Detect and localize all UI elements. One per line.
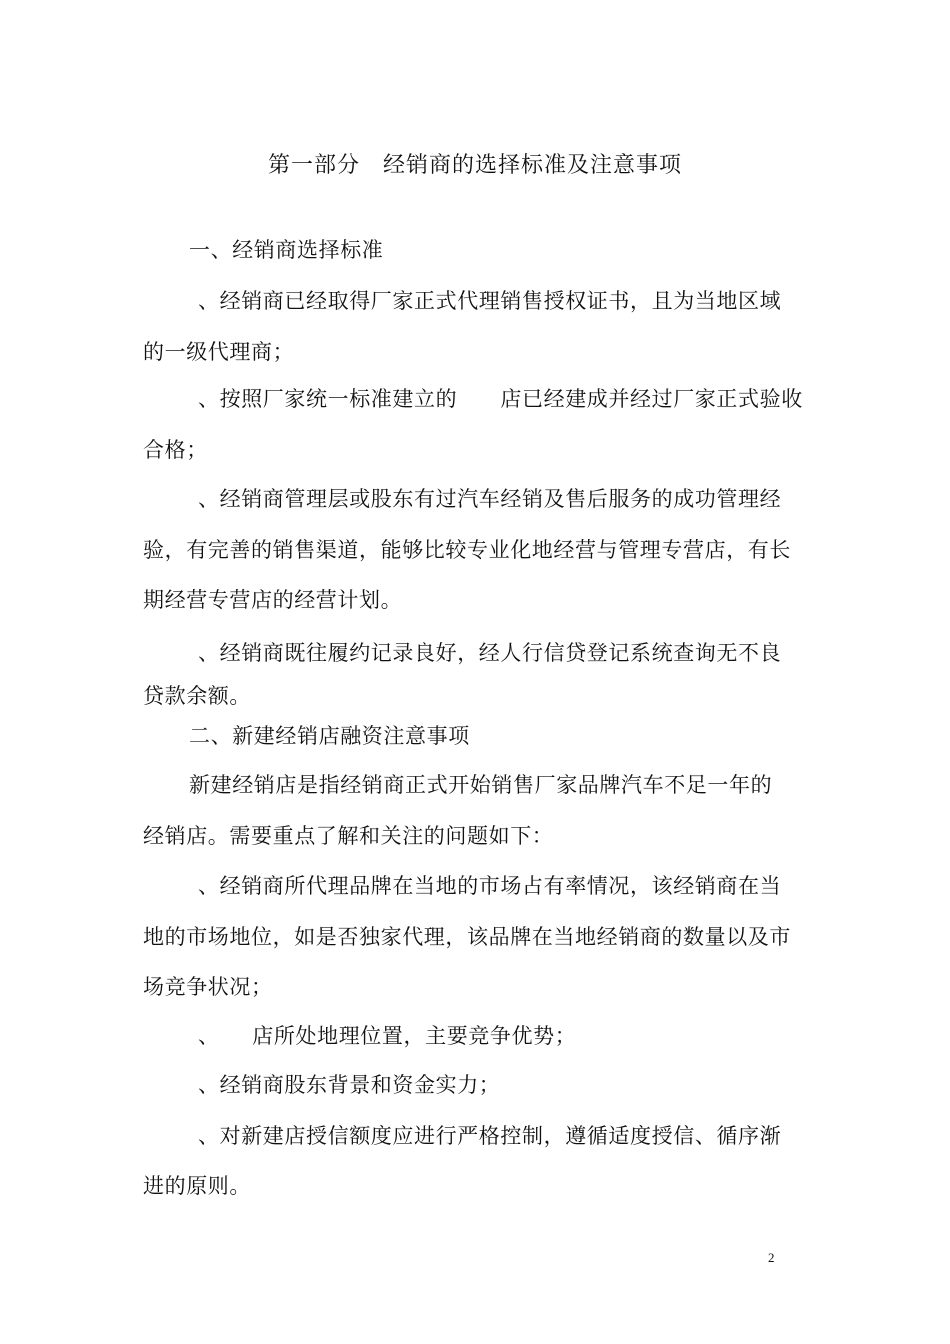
- section-2-item-1-line-3: 场竞争状况；: [143, 975, 273, 999]
- section-1-item-3-line-1: 、经销商管理层或股东有过汽车经销及售后服务的成功管理经: [198, 487, 782, 511]
- section-1-item-4-line-1: 、经销商既往履约记录良好，经人行信贷登记系统查询无不良: [198, 641, 782, 665]
- section-2-item-2-line-1: 、 店所处地理位置，主要竞争优势；: [198, 1024, 577, 1048]
- section-2-item-4-line-1: 、对新建店授信额度应进行严格控制，遵循适度授信、循序渐: [198, 1124, 782, 1148]
- section-2-item-4-line-2: 进的原则。: [143, 1174, 251, 1198]
- section-2-item-1-line-1: 、经销商所代理品牌在当地的市场占有率情况，该经销商在当: [198, 874, 782, 898]
- section-1-item-3-line-3: 期经营专营店的经营计划。: [143, 588, 403, 612]
- page-number: 2: [768, 1250, 775, 1265]
- section-2-intro-line-2: 经销店。需要重点了解和关注的问题如下：: [143, 824, 554, 848]
- section-1-item-2-line-2: 合格；: [143, 438, 208, 462]
- section-2-item-1-line-2: 地的市场地位，如是否独家代理，该品牌在当地经销商的数量以及市: [143, 925, 791, 949]
- section-1-item-1-line-1: 、经销商已经取得厂家正式代理销售授权证书，且为当地区域: [198, 289, 782, 313]
- section-2-item-3-line-1: 、经销商股东背景和资金实力；: [198, 1073, 501, 1097]
- section-1-item-4-line-2: 贷款余额。: [143, 684, 251, 708]
- section-2-intro-line-1: 新建经销店是指经销商正式开始销售厂家品牌汽车不足一年的: [189, 773, 773, 797]
- section-1-item-2-line-1: 、按照厂家统一标准建立的 店已经建成并经过厂家正式验收: [198, 387, 803, 411]
- section-2-heading: 二、新建经销店融资注意事项: [189, 724, 470, 748]
- section-1-heading: 一、经销商选择标准: [189, 238, 384, 262]
- document-title: 第一部分 经销商的选择标准及注意事项: [267, 153, 682, 178]
- section-1-item-1-line-2: 的一级代理商；: [143, 340, 295, 364]
- section-1-item-3-line-2: 验，有完善的销售渠道，能够比较专业化地经营与管理专营店，有长: [143, 538, 791, 562]
